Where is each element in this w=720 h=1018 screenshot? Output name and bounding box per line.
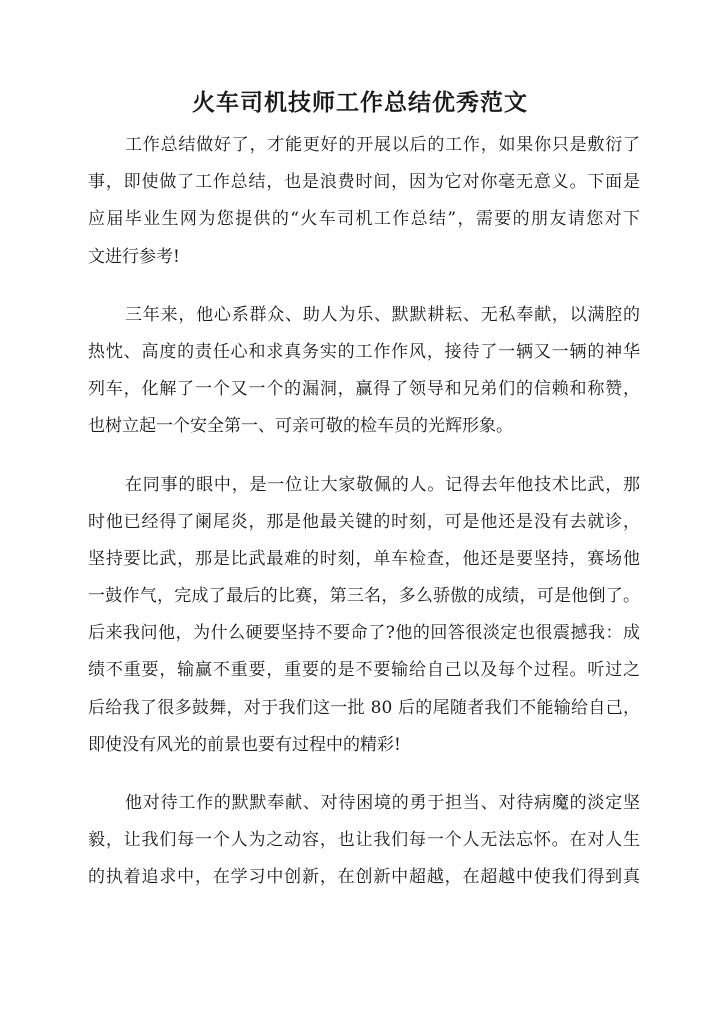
paragraph-line: 时他已经得了阑尾炎，那是他最关键的时刻，可是他还是没有去就诊， [88,511,640,532]
paragraph-line: 三年来，他心系群众、助人为乐、默默耕耘、无私奉献，以满腔的 [125,304,640,325]
paragraph-line: 后来我问他，为什么硬要坚持不要命了?他的回答很淡定也很震撼我：成 [88,623,640,644]
paragraph-line: 热忱、高度的责任心和求真务实的工作作风，接待了一辆又一辆的神华 [88,341,640,362]
paragraph-line: 绩不重要，输赢不重要，重要的是不要输给自己以及每个过程。听过之 [88,660,640,681]
paragraph-line: 一鼓作气，完成了最后的比赛，第三名，多么骄傲的成绩，可是他倒了。 [88,586,640,607]
paragraph-line: 工作总结做好了，才能更好的开展以后的工作，如果你只是敷衍了 [125,135,640,155]
paragraph-line: 坚持要比武，那是比武最难的时刻，单车检查，他还是要坚持，赛场他 [88,548,640,569]
paragraph-line: 应届毕业生网为您提供的“火车司机工作总结”，需要的朋友请您对下 [88,209,640,230]
paragraph-line: 也树立起一个安全第一、可亲可敬的检车员的光辉形象。 [88,416,513,437]
document-title: 火车司机技师工作总结优秀范文 [192,89,528,116]
paragraph-line: 事，即使做了工作总结，也是浪费时间，因为它对你毫无意义。下面是 [88,172,640,193]
document-body [88,127,640,918]
paragraph-line: 即使没有风光的前景也要有过程中的精彩! [88,734,401,755]
paragraph-2 [88,297,640,446]
paragraph-line: 列车，化解了一个又一个的漏洞，赢得了领导和兄弟们的信赖和称赞， [88,379,640,400]
paragraph-3 [88,467,640,765]
paragraph-line: 在同事的眼中，是一位让大家敬佩的人。记得去年他技术比武，那 [125,474,640,495]
paragraph-line: 文进行参考! [88,246,180,267]
paragraph-1 [88,127,640,276]
paragraph-line: 的执着追求中，在学习中创新，在创新中超越，在超越中使我们得到真 [88,867,640,888]
paragraph-line: 毅，让我们每一个人为之动容，也让我们每一个人无法忘怀。在对人生 [88,830,640,851]
paragraph-4 [88,785,640,897]
paragraph-line: 他对待工作的默默奉献、对待困境的勇于担当、对待病魔的淡定坚 [125,793,640,813]
paragraph-line: 后给我了很多鼓舞，对于我们这一批 80 后的尾随者我们不能输给自己， [88,697,640,718]
